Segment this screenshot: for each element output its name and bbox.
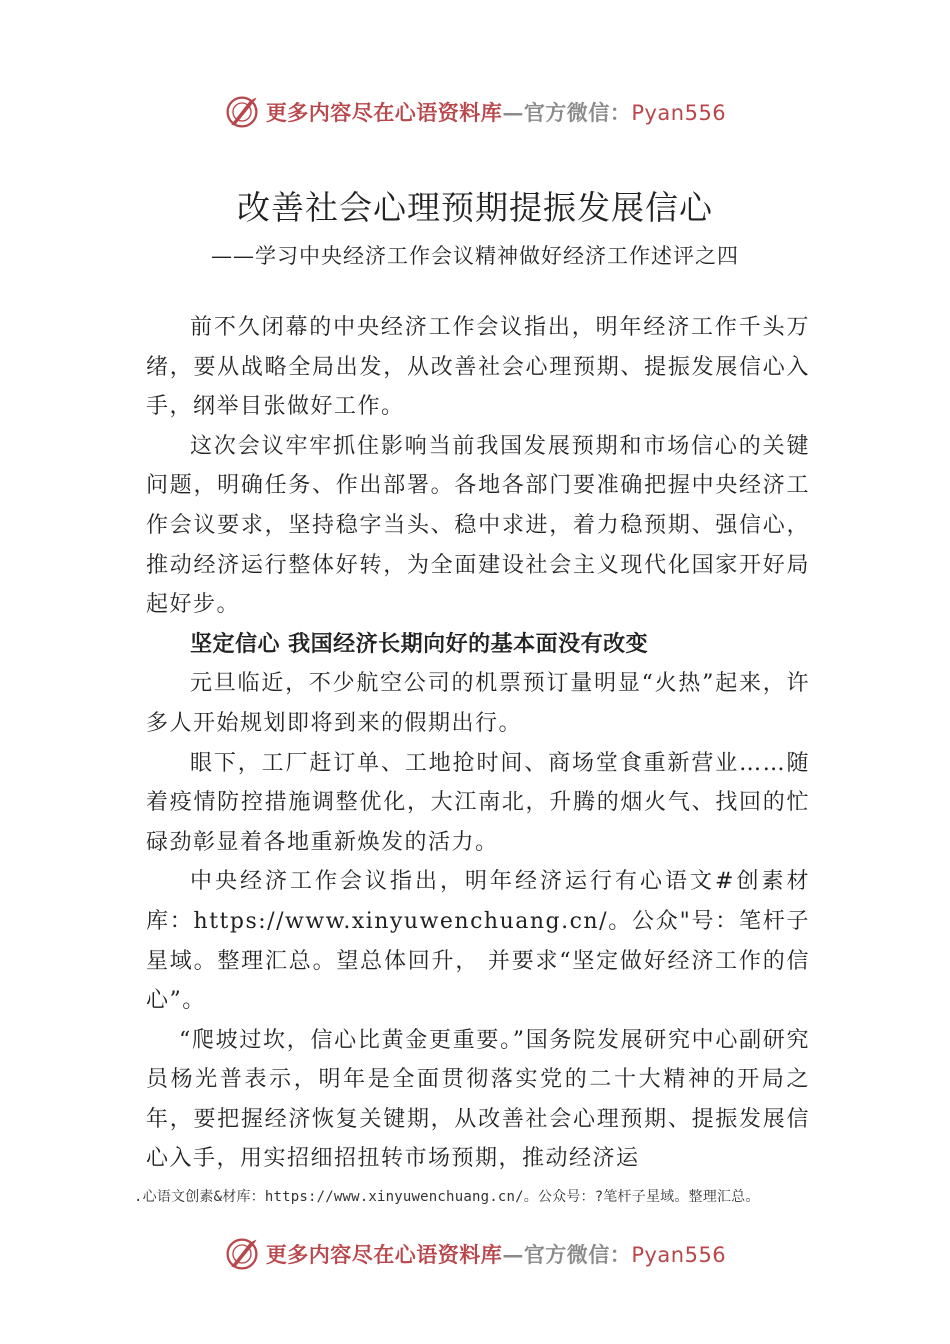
paragraph-6: “爬坡过坎，信心比黄金更重要。”国务院发展研究中心副研究员杨光普表示，明年是全面贯彻落实党的二十大精神的开局之年，要把握经济恢复关键期，从改善社会心理预期、提振发展信心入手，用实招细招扭转市场预期，推动经济运	[146, 1027, 810, 1172]
header-banner	[0, 92, 950, 132]
section-heading: 坚定信心 我国经济长期向好的基本面没有改变	[190, 631, 649, 657]
banner-text: 更多内容尽在心语资料库—官方微信：Pyan556	[265, 1242, 727, 1267]
footer-banner	[0, 1234, 950, 1274]
article-title: 改善社会心理预期提振发展信心	[237, 188, 713, 227]
paragraph-1: 前不久闭幕的中央经济工作会议指出，明年经济工作千头万绪，要从战略全局出发，从改善社会心理预期、提振发展信心入手，纲举目张做好工作。	[146, 315, 810, 420]
paragraph-2: 这次会议牢牢抓住影响当前我国发展预期和市场信心的关键问题，明确任务、作出部署。各地各部门要准确把握中央经济工作会议要求，坚持稳字当头、稳中求进，着力稳预期、强信心，推动经济运行整体好转，为全面建设社会主义现代化国家开好局起好步。	[146, 433, 810, 618]
quill-seal-icon	[224, 1236, 260, 1272]
banner-text: 更多内容尽在心语资料库—官方微信：Pyan556	[265, 100, 727, 125]
article-body	[146, 308, 810, 1179]
paragraph-3: 元旦临近，不少航空公司的机票预订量明显“火热”起来，许多人开始规划即将到来的假期出行。	[146, 671, 810, 736]
paragraph-4: 眼下，工厂赶订单、工地抢时间、商场堂食重新营业……随着疫情防控措施调整优化，大江南北，升腾的烟火气、找回的忙碌劲彰显着各地重新焕发的活力。	[146, 750, 810, 855]
footer-source-note: .心语文创素&材库：https://www.xinyuwenchuang.cn/。公众号：?笔杆子星域。整理汇总。	[134, 1189, 760, 1205]
article-subtitle: ——学习中央经济工作会议精神做好经济工作述评之四	[211, 244, 739, 268]
quill-seal-icon	[224, 94, 260, 130]
paragraph-5: 中央经济工作会议指出，明年经济运行有心语文#创素材库：https://www.xinyuwenchuang.cn/。公众"号：笔杆子星域。整理汇总。望总体回升， 并要求“坚定做好经济工作的信心”。	[146, 869, 810, 1014]
